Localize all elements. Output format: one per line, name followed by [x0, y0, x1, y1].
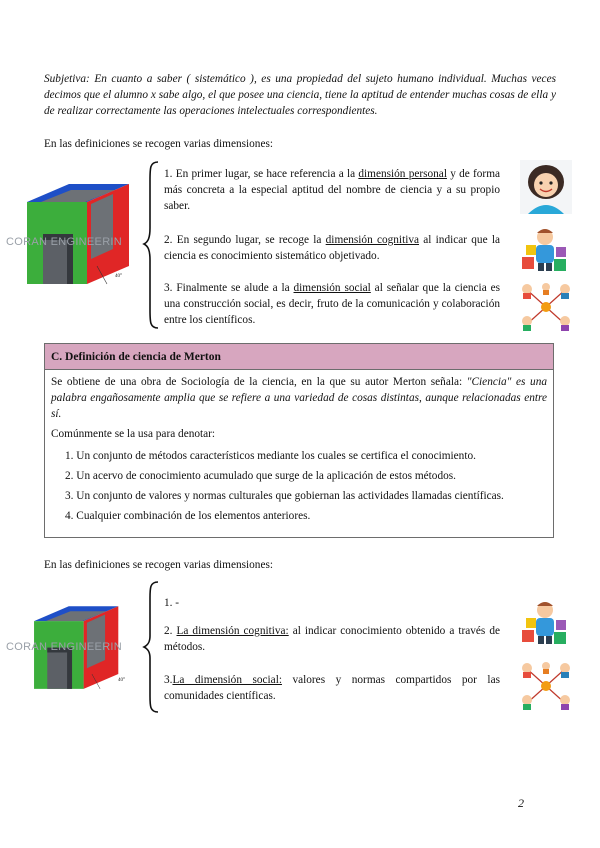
angle-label: 40° — [115, 274, 122, 279]
term-personal: dimensión personal — [358, 168, 447, 180]
kids-collaboration-icon-2 — [520, 660, 572, 712]
term-social-2: La dimensión social: — [172, 674, 282, 686]
kids-collaboration-icon — [520, 281, 572, 333]
cube-watermark-2: CORAN ENGINEERIN — [6, 641, 123, 653]
merton-common-use: Comúnmente se la usa para denotar: — [51, 428, 216, 441]
term-social: dimensión social — [293, 282, 371, 294]
subjective-paragraph — [44, 71, 556, 119]
merton-list-item-1: 1. Un conjunto de métodos característicos mediante los cuales se certifica el conocimiento. — [65, 450, 476, 463]
dimension2-item-1: 1. - — [164, 597, 180, 609]
dimension-item-1: 1. En primer lugar, se hace referencia a la dimensión personal y de forma más concreta a la especial aptitud del nombre de ciencia y a su propio saber. — [164, 168, 500, 213]
page-number: 2 — [518, 796, 524, 810]
cube-illustration-2 — [5, 598, 130, 728]
dimension2-item-3: 3.La dimensión social: valores y normas compartidos por las comunidades científicas. — [164, 674, 500, 703]
brace-1 — [142, 160, 162, 330]
term-cognitiva: dimensión cognitiva — [325, 234, 420, 246]
brace-2 — [142, 580, 162, 714]
cube-illustration — [5, 174, 130, 304]
merton-intro: Se obtiene de una obra de Sociología de la ciencia, en la que su autor Merton señala: "Ciencia" es una palabra engañosamente amplia que se refiere a una variedad de cosas distintas, aunque relacionadas entre sí. — [51, 376, 547, 421]
child-blocks-icon — [520, 223, 570, 273]
merton-body — [45, 370, 553, 524]
dimension2-item-2: 2. La dimensión cognitiva: al indicar conocimiento obtenido a través de métodos. — [164, 625, 501, 654]
subjective-text: En cuanto a saber ( sistemático ), es una propiedad del sujeto humano individual. Muchas veces decimos que el alumno x sabe algo, el que posee una ciencia, tiene la aptitud de entender muchas cosas de ella y de realizar correctamente las operaciones intelectuales correspondientes. — [44, 73, 556, 118]
merton-title: C. Definición de ciencia de Merton — [45, 344, 553, 370]
angle-label-2: 40° — [118, 678, 125, 683]
merton-list-item-2: 2. Un acervo de conocimiento acumulado que surge de la aplicación de estos métodos. — [65, 470, 456, 483]
merton-list-item-4: 4. Cualquier combinación de los elementos anteriores. — [65, 510, 311, 523]
dimension-item-3: 3. Finalmente se alude a la dimensión social al señalar que la ciencia es una construcción social, es decir, fruto de la comunicación y colaboración entre los científicos. — [164, 282, 500, 327]
section2-heading: En las definiciones se recogen varias dimensiones: — [44, 559, 274, 571]
section1-heading: En las definiciones se recogen varias dimensiones: — [44, 138, 274, 150]
term-cognitiva-2: La dimensión cognitiva: — [176, 625, 289, 637]
merton-quote: "Ciencia" es una palabra engañosamente amplia que se refiere a una variedad de cosas distintas, aunque relacionadas entre sí. — [51, 376, 547, 421]
cube-graphic — [5, 174, 130, 289]
child-blocks-icon-2 — [520, 598, 570, 646]
girl-avatar-icon — [520, 160, 572, 214]
merton-list-item-3: 3. Un conjunto de valores y normas culturales que gobiernan las actividades llamadas científicas. — [65, 490, 504, 503]
dimension-item-2: 2. En segundo lugar, se recoge la dimensión cognitiva al indicar que la ciencia es conocimiento sistemático objetivado. — [164, 234, 500, 263]
subjective-label: Subjetiva: — [44, 73, 90, 85]
merton-definition-box — [44, 343, 554, 538]
cube-watermark: CORAN ENGINEERIN — [6, 236, 123, 248]
